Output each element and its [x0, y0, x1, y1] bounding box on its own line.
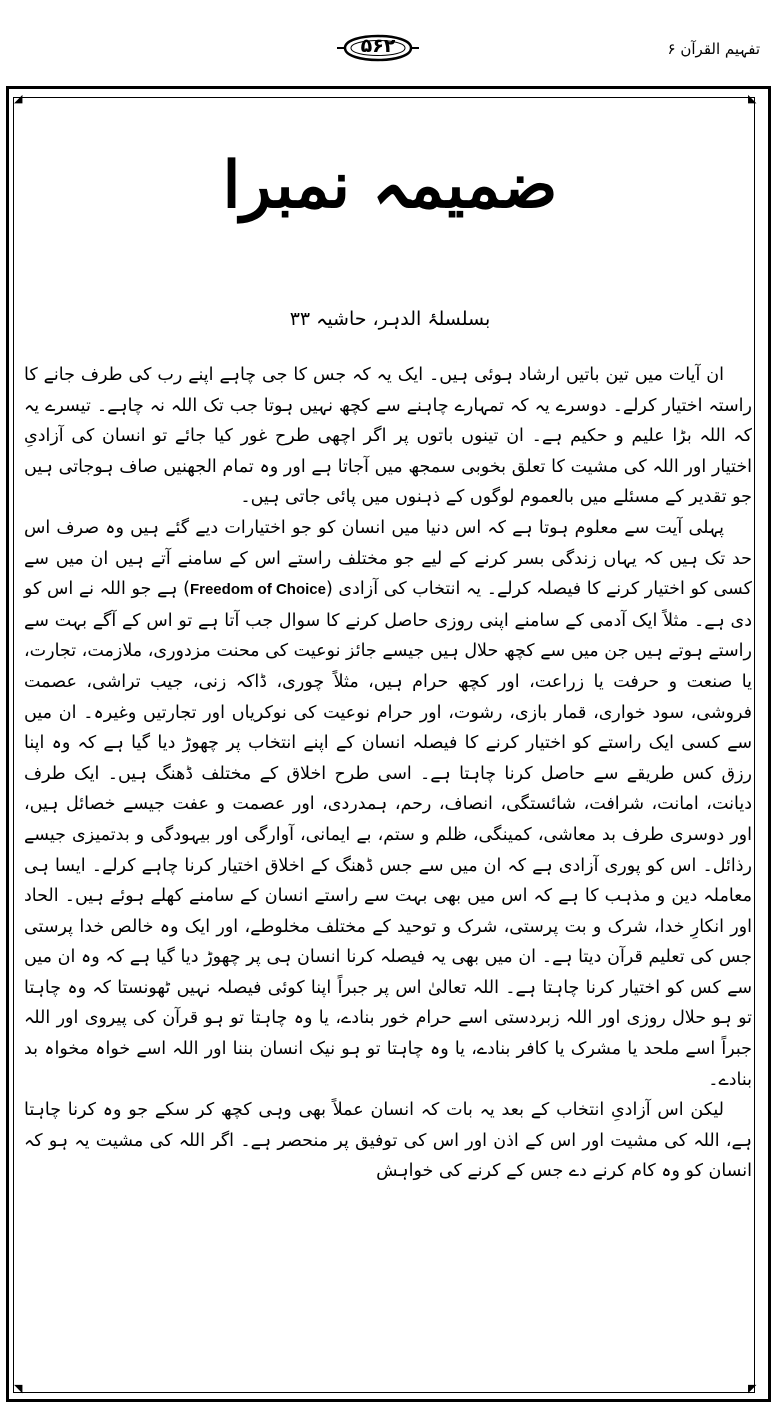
main-title: ضمیمہ نمبرا — [222, 148, 558, 223]
paragraph-2-part-2: ) ہے جو اللہ نے اس کو دی ہے۔ مثلاً ایک آدمی کے سامنے اپنی روزی حاصل کرنے کا سوال جب آتا ہے تو اس کے آگے بہت سے راستے ہوتے ہیں جن میں سے کچھ حلال ہیں جیسے جائز نوعیت کی محنت مزدوری، ملازمت، تجارت، یا صنعت و حرفت یا زراعت، اور کچھ حرام ہیں، مثلاً چوری، ڈاکہ زنی، جیب تراشی، عصمت فروشی، سود خواری، قمار بازی، رشوت، اور حرام نوعیت کی نوکریاں اور تجارتیں وغیرہ۔ ان میں سے کسی ایک راستے کو اختیار کرنے کا فیصلہ انسان کے اپنے انتخاب پر چھوڑ دیا گیا ہے کہ وہ اپنا رزق کس طریقے سے حاصل کرنا چاہتا ہے۔ اسی طرح اخلاق کے مختلف ڈھنگ ہیں۔ ایک طرف دیانت، امانت، شرافت، شائستگی، انصاف، رحم، ہمدردی، اور عصمت و عفت جیسے خصائل ہیں، اور دوسری طرف بد معاشی، کمینگی، ظلم و ستم، بے ایمانی، آوارگی اور بیہودگی و بدتمیزی جیسے رذائل۔ اس کو پوری آزادی ہے کہ ان میں سے جس ڈھنگ کے اخلاق اختیار کرنا چاہے کرلے۔ ایسا ہی معاملہ دین و مذہب کا ہے کہ اس میں بھی بہت سے راستے انسان کے سامنے کھلے ہوئے ہیں۔ الحاد اور انکارِ خدا، شرک و بت پرستی، شرک و توحید کے مختلف مخلوطے، اور ایک وہ خالص خدا پرستی جس کی تعلیم قرآن دیتا ہے۔ ان میں بھی یہ فیصلہ کرنا انسان ہی پر چھوڑ دیا گیا ہے کہ وہ ان میں سے کس کو اختیار کرنا چاہتا ہے۔ اللہ تعالیٰ اس پر جبراً اپنا کوئی فیصلہ نہیں ٹھونستا کہ وہ چاہتا تو ہو حلال روزی اور اللہ زبردستی اسے حرام خور بنادے، یا وہ چاہتا تو ہو قرآن کی پیروی اور اللہ جبراً اسے ملحد یا مشرک یا کافر بنادے، یا وہ چاہتا تو ہو نیک انسان بننا اور اللہ اسے خواہ مخواہ بد بنادے۔ — [24, 579, 752, 1090]
paragraph-1: ان آیات میں تین باتیں ارشاد ہوئی ہیں۔ ایک یہ کہ جس کا جی چاہے اپنے رب کی طرف جانے کا راستہ اختیار کرلے۔ دوسرے یہ کہ تمہارے چاہنے سے کچھ نہیں ہوتا جب تک اللہ نہ چاہے۔ تیسرے یہ کہ اللہ بڑا علیم و حکیم ہے۔ ان تینوں باتوں پر اگر اچھی طرح غور کیا جائے تو انسان کی آزادیِ اختیار اور اللہ کی مشیت کا تعلق بخوبی سمجھ میں آجاتا ہے اور وہ تمام الجھنیں صاف ہوجاتی ہیں جو تقدیر کے مسئلے میں بالعموم لوگوں کے ذہنوں میں پائی جاتی ہیں۔ — [24, 365, 752, 508]
paragraph-2 — [24, 513, 752, 1095]
page-number: ۵۶۲ — [360, 35, 396, 57]
frame-corner-top-right: ◣ — [748, 92, 757, 105]
frame-corner-bottom-left: ◥ — [14, 1382, 23, 1395]
frame-corner-bottom-right: ◤ — [748, 1382, 757, 1395]
subtitle: بسلسلۂ الدہر، حاشیہ ۳۳ — [289, 308, 491, 330]
frame-corner-top-left: ◢ — [14, 92, 23, 105]
page-number-badge — [335, 26, 421, 70]
paragraph-2-part-1: پہلی آیت سے معلوم ہوتا ہے کہ اس دنیا میں انسان کو جو اختیارات دیے گئے ہیں وہ صرف اس حد تک ہیں کہ یہاں زندگی بسر کرنے کے لیے جو مختلف راستے اس کے سامنے آتے ہیں ان میں سے کسی کو اختیار کرنے کا فیصلہ کرلے۔ یہ انتخاب کی آزادی ( — [24, 517, 752, 600]
running-header: تفہیم القرآن ۶ — [667, 40, 760, 58]
paragraph-3: لیکن اس آزادیِ انتخاب کے بعد یہ بات کہ انسان عملاً بھی وہی کچھ کر سکے جو وہ کرنا چاہتا ہے، اللہ کی مشیت اور اس کے اذن اور اس کی توفیق پر منحصر ہے۔ اگر اللہ کی مشیت یہ ہو کہ انسان کو وہ کام کرنے دے جس کے کرنے کی خواہش — [24, 1100, 752, 1182]
body-text — [24, 360, 752, 1187]
freedom-of-choice-term: Freedom of Choice — [189, 581, 326, 599]
